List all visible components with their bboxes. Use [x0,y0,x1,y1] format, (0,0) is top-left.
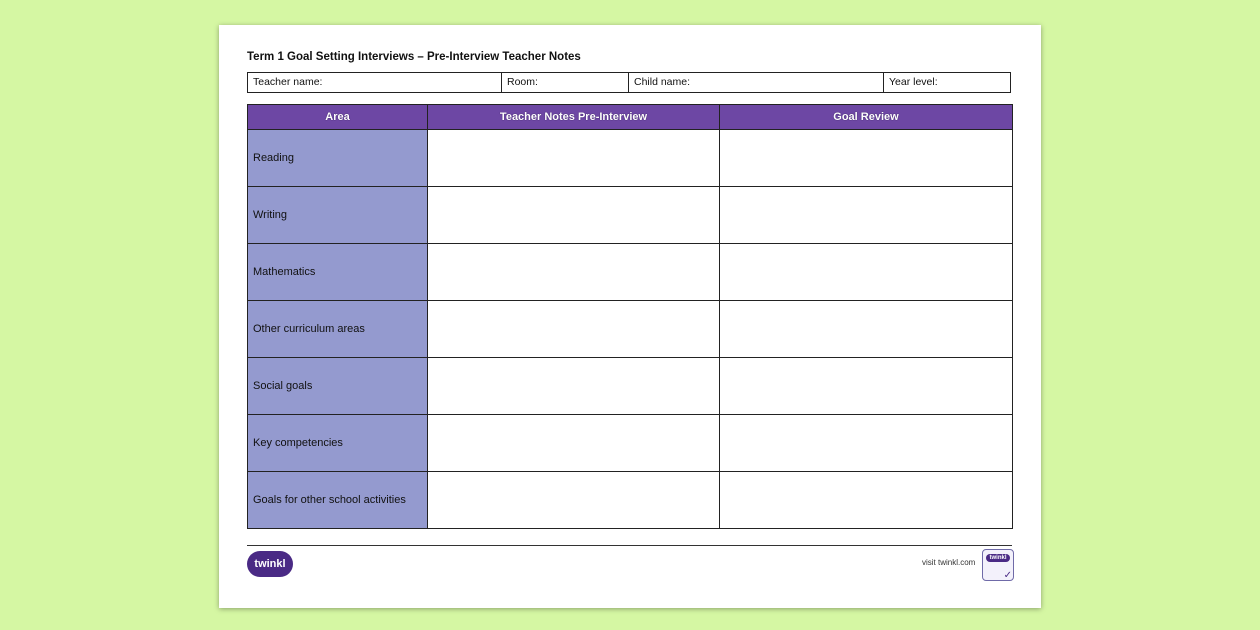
info-row [247,72,1011,93]
review-cell[interactable] [720,187,1013,244]
review-cell[interactable] [720,244,1013,301]
footer-divider [247,545,1012,546]
teacher-name-field[interactable]: Teacher name: [248,73,502,92]
review-cell[interactable] [720,130,1013,187]
area-label: Key competencies [248,415,428,472]
check-icon: ✓ [1003,570,1012,581]
review-cell[interactable] [720,472,1013,529]
year-level-field[interactable]: Year level: [889,76,938,88]
twinkl-logo: twinkl [247,551,293,577]
area-label: Goals for other school activities [248,472,428,529]
header-teacher-notes: Teacher Notes Pre-Interview [428,105,720,130]
child-name-field[interactable]: Child name: [629,73,884,92]
table-header-row [248,105,1013,130]
room-field[interactable]: Room: [502,73,629,92]
notes-cell[interactable] [428,472,720,529]
badge-label: twinkl [986,554,1009,562]
review-cell[interactable] [720,301,1013,358]
quality-badge-icon [982,549,1014,581]
goal-table [247,104,1013,529]
notes-cell[interactable] [428,130,720,187]
table-row [248,472,1013,529]
table-row [248,301,1013,358]
area-label: Social goals [248,358,428,415]
notes-cell[interactable] [428,187,720,244]
notes-cell[interactable] [428,244,720,301]
area-label: Other curriculum areas [248,301,428,358]
table-row [248,358,1013,415]
visit-link[interactable]: visit twinkl.com [922,558,976,567]
table-row [248,187,1013,244]
notes-cell[interactable] [428,415,720,472]
notes-cell[interactable] [428,301,720,358]
table-row [248,415,1013,472]
area-label: Reading [248,130,428,187]
table-row [248,244,1013,301]
table-row [248,130,1013,187]
header-goal-review: Goal Review [720,105,1013,130]
area-label: Writing [248,187,428,244]
review-cell[interactable] [720,358,1013,415]
worksheet-page [219,25,1041,608]
header-area: Area [248,105,428,130]
review-cell[interactable] [720,415,1013,472]
page-title: Term 1 Goal Setting Interviews – Pre-Interview Teacher Notes [247,51,581,63]
area-label: Mathematics [248,244,428,301]
notes-cell[interactable] [428,358,720,415]
